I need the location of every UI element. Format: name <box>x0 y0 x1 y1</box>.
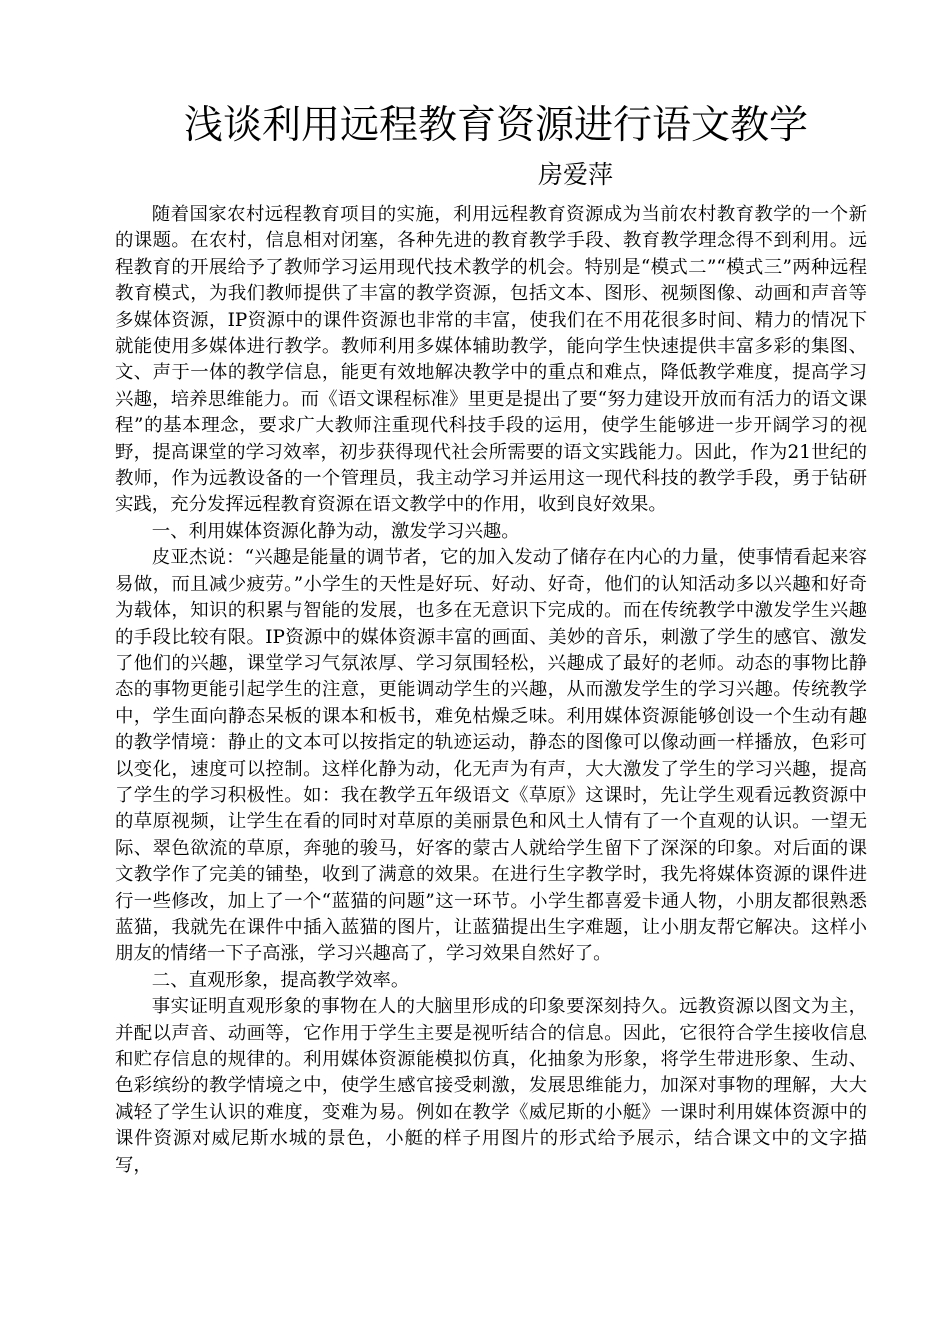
author-name: 房爱萍 <box>538 160 614 189</box>
document-body <box>115 202 867 1179</box>
document-title: 浅谈利用远程教育资源进行语文教学 <box>183 103 808 148</box>
paragraph-section-2: 事实证明直观形象的事物在人的大脑里形成的印象要深刻持久。远教资源以图文为主，并配以声音、动画等，它作用于学生主要是视听结合的信息。因此，它很符合学生接收信息和贮存信息的规律的。利用媒体资源能模拟仿真，化抽象为形象，将学生带进形象、生动、色彩缤纷的教学情境之中，使学生感官接受刺激，发展思维能力，加深对事物的理解，大大减轻了学生认识的难度，变难为易。例如在教学《威尼斯的小艇》一课时利用媒体资源中的课件资源对威尼斯水城的景色，小艇的样子用图片的形式给予展示，结合课文中的文字描写， <box>115 996 867 1176</box>
paragraph-section-1: 皮亚杰说：“兴趣是能量的调节者，它的加入发动了储存在内心的力量，使事情看起来容易做，而且减少疲劳。”小学生的天性是好玩、好动、好奇，他们的认知活动多以兴趣和好奇为载体，知识的积累与智能的发展，也多在无意识下完成的。而在传统教学中激发学生兴趣的手段比较有限。IP资源中的媒体资源丰富的画面、美妙的音乐，刺激了学生的感官、激发了他们的兴趣，课堂学习气氛浓厚、学习氛围轻松，兴趣成了最好的老师。动态的事物比静态的事物更能引起学生的注意，更能调动学生的兴趣，从而激发学生的学习兴趣。传统教学中，学生面向静态呆板的课本和板书，难免枯燥乏味。利用媒体资源能够创设一个生动有趣的教学情境：静止的文本可以按指定的轨迹运动，静态的图像可以像动画一样播放，色彩可以变化，速度可以控制。这样化静为动，化无声为有声，大大激发了学生的学习兴趣，提高了学生的学习积极性。如：我在教学五年级语文《草原》这课时，先让学生观看远教资源中的草原视频，让学生在看的同时对草原的美丽景色和风土人情有了一个直观的认识。一望无际、翠色欲流的草原，奔驰的骏马，好客的蒙古人就给学生留下了深深的印象。对后面的课文教学作了完美的铺垫，收到了满意的效果。在进行生字教学时，我先将媒体资源的课件进行一些修改，加上了一个“蓝猫的问题”这一环节。小学生都喜爱卡通人物，小朋友都很熟悉蓝猫，我就先在课件中插入蓝猫的图片，让蓝猫提出生字难题，让小朋友帮它解决。这样小朋友的情绪一下子高涨，学习兴趣高了，学习效果自然好了。 <box>115 547 867 965</box>
section-heading-2: 二、直观形象，提高教学效率。 <box>151 969 410 991</box>
paragraph-intro: 随着国家农村远程教育项目的实施，利用远程教育资源成为当前农村教育教学的一个新的课题。在农村，信息相对闭塞，各种先进的教育教学手段、教育教学理念得不到利用。远程教育的开展给予了教师学习运用现代技术教学的机会。特别是“模式二”“模式三”两种远程教育模式，为我们教师提供了丰富的教学资源，包括文本、图形、视频图像、动画和声音等多媒体资源，IP资源中的课件资源也非常的丰富，使我们在不用花很多时间、精力的情况下就能使用多媒体进行教学。教师利用多媒体辅助教学，能向学生快速提供丰富多彩的集图、文、声于一体的教学信息，能更有效地解决教学中的重点和难点，降低教学难度，提高学习兴趣，培养思维能力。而《语文课程标准》里更是提出了要“努力建设开放而有活力的语文课程”的基本理念，要求广大教师注重现代科技手段的运用，使学生能够进一步开阔学习的视野，提高课堂的学习效率，初步获得现代社会所需要的语文实践能力。因此，作为21世纪的教师，作为远教设备的一个管理员，我主动学习并运用这一现代科技的教学手段，勇于钻研实践，充分发挥远程教育资源在语文教学中的作用，收到良好效果。 <box>115 204 867 516</box>
section-heading-1: 一、利用媒体资源化静为动，激发学习兴趣。 <box>151 520 520 542</box>
document-page <box>115 100 867 1179</box>
